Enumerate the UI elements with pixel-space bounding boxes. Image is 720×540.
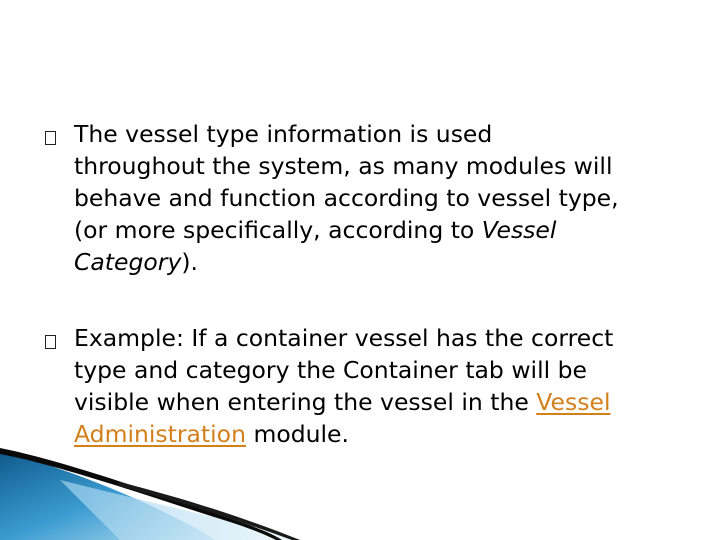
bullet-2-line-4-text: module. [245, 420, 349, 448]
category-emphasis: Category [74, 248, 182, 276]
bullet-1-line-5-text: ). [181, 248, 198, 276]
bullet-2-text [74, 322, 696, 450]
bullet-1-text [74, 118, 696, 278]
bullet-2-line-2: type and category the Container tab will be [74, 356, 587, 384]
corner-wave-decoration [0, 440, 720, 540]
bullet-2-line-1: Example: If a container vessel has the correct [74, 324, 614, 352]
bullet-1 [36, 118, 696, 278]
bullet-box-icon [36, 331, 64, 353]
bullet-1-line-5 [74, 246, 696, 278]
bullet-1-line-2: throughout the system, as many modules will [74, 152, 613, 180]
bullet-2-line-3 [74, 386, 696, 418]
bullet-2 [36, 322, 696, 450]
bullet-1-line-4 [74, 214, 696, 246]
vessel-administration-link-part-1[interactable]: Vessel [536, 388, 611, 416]
vessel-administration-link-part-2[interactable]: Administration [74, 420, 246, 448]
bullet-2-line-3-text: visible when entering the vessel in the [74, 388, 537, 416]
bullet-1-line-1: The vessel type information is used [74, 120, 493, 148]
vessel-emphasis: Vessel [481, 216, 557, 244]
bullet-box-icon [36, 127, 64, 149]
bullet-1-line-4-text: (or more specifically, according to [74, 216, 482, 244]
bullet-1-line-3: behave and function according to vessel type, [74, 184, 619, 212]
